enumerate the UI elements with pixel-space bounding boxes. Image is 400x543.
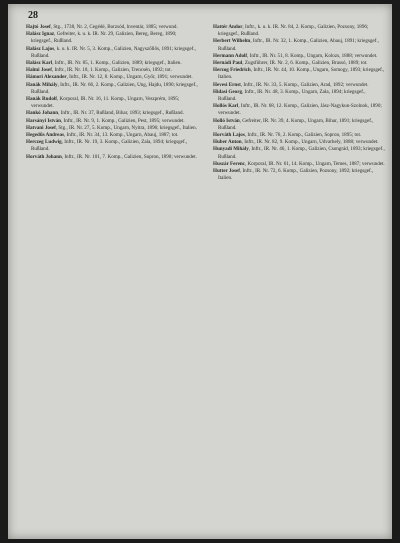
entry-text: Inftr., IR. Nr. 76, 2. Komp., Galizien, Sopron, 1895; tot. bbox=[247, 132, 362, 139]
entry-name: Hanák Rudolf bbox=[26, 96, 57, 103]
list-item bbox=[213, 118, 385, 132]
entry-name: Hegedűs Andreas bbox=[26, 132, 64, 139]
list-item bbox=[26, 46, 198, 60]
list-item bbox=[213, 82, 385, 89]
entry-name: Holló István bbox=[213, 117, 240, 124]
entry-name: Herzog Friedrich bbox=[213, 67, 251, 74]
entry-separator: , bbox=[61, 153, 65, 160]
entry-text: Zugsführer, IR. Nr. 2, 6. Komp., Galizien, Brassó, 1889; tot. bbox=[244, 60, 368, 67]
scanned-page bbox=[8, 4, 392, 539]
entry-text: Stg., 1738, Nr. 2, Cegédé, Borzsód, lnventár, 1885; verwund. bbox=[53, 24, 178, 30]
entry-separator: , bbox=[55, 124, 59, 131]
entry-separator: , bbox=[60, 117, 64, 124]
entry-separator: , bbox=[54, 45, 57, 52]
entry-name: Hevesi Ernst bbox=[213, 81, 241, 88]
entry-text: Inftr., IR. Nr. 9, 1. Komp., Galizien, Pest, 1895; verwundet. bbox=[63, 117, 185, 124]
entry-name: Halász Lajos bbox=[26, 45, 55, 52]
entry-text: Gefreiter, k. u. k. IR. Nr. 29, Galizien, Bereg, Bereg, 1890; kriegsgef., Rußland. bbox=[31, 31, 177, 45]
entry-text: Korporal, IR. Nr. 61, 14. Komp., Ungarn, Temes, 1887; verwundet. bbox=[247, 160, 385, 167]
entry-text: Inftr., IR. Nr. 44, 10. Komp., Ungarn, Somogy, 1893; kriegsgef., Italien. bbox=[218, 67, 385, 81]
entry-name: Halmi Josef bbox=[26, 67, 52, 74]
entry-separator: , bbox=[57, 96, 60, 103]
entry-name: Hermann Adolf bbox=[213, 52, 248, 59]
entry-separator: , bbox=[50, 24, 54, 30]
list-item bbox=[26, 118, 198, 125]
list-item bbox=[213, 168, 385, 182]
entry-name: Hankó Johann bbox=[26, 110, 59, 117]
entry-text: Inftr., IR. Nr. 66, 2. Komp., Galizien, Ung, Hajdu, 1890; kriegsgef., Rußland. bbox=[31, 81, 198, 95]
list-item bbox=[213, 24, 385, 38]
entry-text: Inftr., IR. Nr. 32, 1. Komp., Galizien, Abauj, 1891; kriegsgef., Rußland. bbox=[218, 38, 379, 52]
entry-text: k. u. k. IR. Nr. 5, 3. Komp., Galizien, Nagyszőllős, 1891; kriegsgef., Rußland. bbox=[31, 45, 196, 59]
page-number: 28 bbox=[28, 10, 38, 21]
entry-separator: , bbox=[241, 139, 245, 146]
left-column bbox=[26, 24, 198, 161]
entry-name: Herbert Wilhelm bbox=[213, 38, 251, 45]
entry-name: Halász Ignaz bbox=[26, 31, 55, 38]
entry-separator: , bbox=[239, 168, 243, 175]
entry-separator: , bbox=[248, 146, 252, 153]
entry-separator: , bbox=[238, 103, 241, 110]
entry-separator: , bbox=[66, 74, 70, 81]
entry-text: Inftr., IR. Nr. 82, 9. Komp., Ungarn, Udvarhely, 1888; verwundet. bbox=[244, 139, 379, 146]
list-item bbox=[26, 82, 198, 96]
list-item bbox=[213, 67, 385, 81]
entry-name: Horváth Johann bbox=[26, 153, 62, 160]
entry-name: Huber Anton bbox=[213, 139, 242, 146]
entry-text: Inftr., IR. Nr. 46, 1. Komp., Galizien, Csongrád, 1893; kriegsgef., Rußland. bbox=[218, 146, 385, 160]
entry-name: Hollós Karl bbox=[213, 103, 239, 110]
entry-name: Hutter Josef bbox=[213, 168, 240, 175]
entry-separator: , bbox=[240, 81, 244, 88]
entry-text: Inftr., IR. Nr. 101, 7. Komp., Galizien, Sopron, 1890; verwundet. bbox=[64, 153, 197, 160]
entry-text: Inftr., IR. Nr. 37, Rußland, Bihar, 1893; kriegsgef., Rußland. bbox=[60, 110, 184, 117]
entry-separator: , bbox=[242, 88, 245, 95]
entry-separator: , bbox=[61, 139, 65, 146]
list-item bbox=[26, 125, 198, 132]
entry-name: Hidasi Georg bbox=[213, 88, 243, 95]
entry-text: Inftr., IR. Nr. 68, 12. Komp., Galizien, Jász-Nagykun-Szolnok, 1890; verwundet. bbox=[218, 103, 382, 117]
entry-separator: , bbox=[242, 24, 246, 30]
entry-text: Inftr., IR. Nr. 18, 1. Komp., Galizien, Trencsén, 1892; tot. bbox=[54, 67, 172, 74]
entry-name: Herczeg Ludwig bbox=[26, 139, 62, 146]
list-item bbox=[213, 146, 385, 160]
right-column bbox=[213, 24, 385, 182]
entry-separator: , bbox=[54, 31, 57, 38]
entry-name: Hajtó Josef bbox=[26, 24, 51, 30]
entry-name: Halász Karl bbox=[26, 60, 53, 67]
list-item bbox=[213, 161, 385, 168]
entry-text: Inftr., IR. Nr. 85, 1. Komp., Galizien, 1889; kriegsgef., Italien. bbox=[54, 60, 182, 67]
entry-separator: , bbox=[63, 132, 67, 139]
entry-separator: , bbox=[52, 60, 55, 67]
entry-name: Hernádi Paul bbox=[213, 60, 243, 67]
list-item bbox=[26, 139, 198, 153]
list-item bbox=[26, 74, 198, 81]
list-item bbox=[213, 89, 385, 103]
list-item bbox=[213, 38, 385, 52]
entry-name: Hatvani Josef bbox=[26, 124, 56, 131]
entry-text: Inftr., IR. Nr. 34, 13. Komp., Ungarn, Abauj, 1887; tot. bbox=[66, 132, 179, 139]
entry-separator: , bbox=[250, 67, 254, 74]
entry-separator: , bbox=[51, 67, 55, 74]
list-item bbox=[26, 96, 198, 110]
entry-name: Horváth Lajos bbox=[213, 132, 245, 139]
list-item bbox=[213, 53, 385, 60]
entry-separator: , bbox=[58, 110, 61, 117]
list-item bbox=[26, 110, 198, 117]
entry-text: Inftr., IR. Nr. 72, 6. Komp., Galizien, Pozsony, 1892; kriegsgef., Italien. bbox=[218, 168, 374, 182]
entry-text: Inftr., k. u. k. IR. Nr. 84, 2. Komp., Galizien, Pozsony, 1896; kriegsgef., Rußland. bbox=[218, 24, 369, 38]
entry-text: Gefreiter, IR. Nr. 39, 4. Komp., Ungarn, Bihar, 1891; kriegsgef., Rußland. bbox=[218, 117, 374, 131]
entry-name: Huszár Ferenc bbox=[213, 160, 245, 167]
entry-separator: , bbox=[244, 132, 248, 139]
entry-text: Inftr., IR. Nr. 48, 3. Komp., Ungarn, Zala, 1894; kriegsgef., Rußland. bbox=[218, 88, 366, 103]
entry-name: Hámori Alexander bbox=[26, 74, 67, 81]
entry-separator: , bbox=[244, 160, 248, 167]
entry-separator: , bbox=[250, 38, 253, 45]
list-item bbox=[26, 154, 198, 161]
entry-separator: , bbox=[247, 52, 250, 59]
entry-name: Hunyadi Mihály bbox=[213, 146, 249, 153]
entry-name: Hanák Mihály bbox=[26, 81, 58, 88]
entry-name: Hattér Andor bbox=[213, 24, 243, 30]
entry-separator: , bbox=[242, 60, 245, 67]
list-item bbox=[213, 103, 385, 117]
entry-text: Inftr., IR. Nr. 19, 3. Komp., Galizien, Zala, 1894; kriegsgef., Rußland. bbox=[31, 139, 188, 153]
entry-text: Stg., IR. Nr. 27, 5. Komp., Ungarn, Nyitra, 1896; kriegsgef., Italien. bbox=[58, 124, 197, 131]
entry-text: Inftr., IR. Nr. 51, 8. Komp., Ungarn, Kolozs, 1888; verwundet. bbox=[249, 52, 378, 59]
entry-text: Inftr., IR. Nr. 12, 8. Komp., Ungarn, Győr, 1891; verwundet. bbox=[69, 74, 193, 81]
entry-separator: , bbox=[57, 81, 61, 88]
list-item bbox=[26, 31, 198, 45]
entry-name: Harsányi István bbox=[26, 117, 61, 124]
entry-text: Korporal, IR. Nr. 16, 11. Komp., Ungarn, Veszprém, 1895; verwundet. bbox=[31, 96, 180, 110]
entry-text: Inftr., IR. Nr. 33, 5. Komp., Galizien, Arad, 1892; verwundet. bbox=[243, 81, 369, 88]
entry-separator: , bbox=[239, 117, 243, 124]
